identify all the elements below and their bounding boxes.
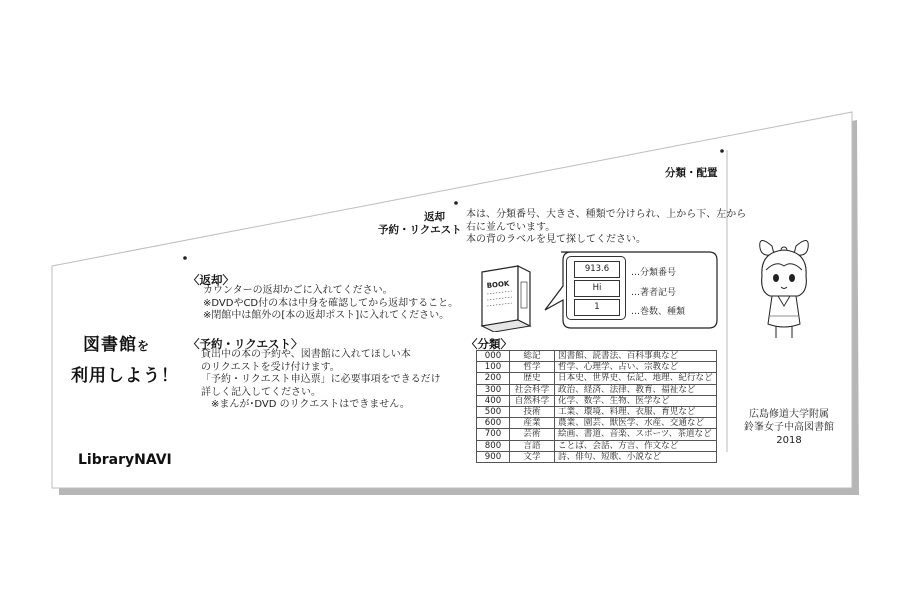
- spine-label-volume: 1: [574, 299, 620, 316]
- ndc-category-cell: 社会科学: [510, 384, 555, 395]
- return-line: ※閉館中は館外の[本の返却ポスト]に入れてください。: [203, 310, 450, 322]
- ndc-code-cell: 000: [477, 351, 510, 362]
- ndc-code-cell: 800: [477, 440, 510, 451]
- tab-return: 返却: [424, 211, 445, 223]
- ndc-examples-cell: 農業、園芸、獣医学、水産、交通など: [555, 418, 717, 429]
- ndc-code-cell: 600: [477, 418, 510, 429]
- classification-intro: [466, 209, 746, 247]
- return-line: ※DVDやCD付の本は中身を確認してから返却すること。: [203, 297, 459, 309]
- ndc-examples-cell: 哲学、心理学、占い、宗教など: [555, 362, 717, 373]
- table-row: [477, 429, 717, 440]
- leaflet-title: 図書館を: [83, 335, 151, 355]
- ndc-code-cell: 200: [477, 373, 510, 384]
- ndc-examples-cell: 詩、俳句、短歌、小説など: [555, 451, 717, 462]
- table-row: [477, 384, 717, 395]
- return-line: カウンターの返却かごに入れてください。: [203, 285, 393, 296]
- ndc-category-cell: 文学: [510, 451, 555, 462]
- ndc-examples-cell: 絵画、書道、音楽、スポーツ、茶道など: [555, 429, 717, 440]
- ndc-category-cell: 歴史: [510, 373, 555, 384]
- return-body: [203, 285, 458, 323]
- ndc-code-cell: 700: [477, 429, 510, 440]
- table-row: [477, 451, 717, 462]
- ndc-code-cell: 500: [477, 407, 510, 418]
- ndc-category-cell: 総記: [510, 351, 555, 362]
- reservation-line: 「予約・リクエスト申込票」に必要事項をできるだけ: [201, 374, 441, 386]
- table-row: [477, 362, 717, 373]
- intro-line: 本の背のラベルを見て探してください。: [466, 234, 646, 246]
- leaflet-subtitle: 利用しよう！: [71, 366, 179, 386]
- tab-marker: [720, 149, 724, 153]
- ndc-code-cell: 400: [477, 395, 510, 406]
- return-heading: 〈返却〉: [188, 273, 234, 287]
- library-line: 広島修道大学附属: [749, 409, 829, 420]
- spine-desc-author: …著者記号: [631, 288, 677, 298]
- ndc-examples-cell: 工業、環境、料理、衣服、育児など: [555, 407, 717, 418]
- mascot-illustration: [752, 232, 818, 342]
- ndc-code-cell: 300: [477, 384, 510, 395]
- library-year: 2018: [776, 435, 802, 446]
- spine-label-author: Hi: [574, 280, 620, 297]
- ndc-examples-cell: 政治、経済、法律、教育、福祉など: [555, 384, 717, 395]
- ndc-examples-cell: 図書館、読書法、百科事典など: [555, 351, 717, 362]
- table-row: [477, 373, 717, 384]
- tab-marker: [183, 256, 187, 260]
- reservation-heading: 〈予約・リクエスト〉: [188, 337, 303, 351]
- spine-desc-class: …分類番号: [631, 268, 677, 278]
- tab-reservation: 予約・リクエスト: [378, 224, 462, 236]
- classification-table: [476, 350, 717, 463]
- spine-label-class: 913.6: [574, 261, 620, 278]
- intro-line: 本は、分類番号、大きさ、種類で分けられ、上から下、左から: [466, 209, 747, 220]
- reservation-body: [201, 349, 441, 412]
- reservation-line: 貸出中の本の予約や、図書館に入れてほしい本: [201, 349, 411, 360]
- table-row: [477, 351, 717, 362]
- book-cover-text: BOOK: [486, 279, 510, 290]
- brand-name: LibraryNAVI: [78, 452, 172, 468]
- ndc-category-cell: 技術: [510, 407, 555, 418]
- ndc-examples-cell: ことば、会話、方言、作文など: [555, 440, 717, 451]
- intro-line: 右に並んでいます。: [466, 221, 556, 233]
- classification-heading: 〈分類〉: [466, 337, 512, 351]
- reservation-line: 詳しく記入してください。: [201, 386, 321, 398]
- table-row: [477, 418, 717, 429]
- ndc-examples-cell: 化学、数学、生物、医学など: [555, 395, 717, 406]
- tab-marker: [454, 201, 458, 205]
- library-line: 鈴峯女子中高図書館: [744, 422, 834, 433]
- ndc-code-cell: 900: [477, 451, 510, 462]
- spine-desc-volume: …巻数、種類: [631, 307, 686, 317]
- ndc-category-cell: 芸術: [510, 429, 555, 440]
- ndc-category-cell: 言語: [510, 440, 555, 451]
- ndc-category-cell: 産業: [510, 418, 555, 429]
- table-row: [477, 395, 717, 406]
- library-name: [744, 408, 834, 447]
- ndc-category-cell: 哲学: [510, 362, 555, 373]
- reservation-line: のリクエストを受け付けます。: [201, 361, 340, 373]
- table-row: [477, 440, 717, 451]
- tab-classification: 分類・配置: [665, 167, 718, 179]
- table-row: [477, 407, 717, 418]
- spine-label: [566, 256, 626, 320]
- ndc-examples-cell: 日本史、世界史、伝記、地理、紀行など: [555, 373, 717, 384]
- ndc-code-cell: 100: [477, 362, 510, 373]
- reservation-line: ※まんが･DVD のリクエストはできません。: [211, 399, 410, 411]
- ndc-category-cell: 自然科学: [510, 395, 555, 406]
